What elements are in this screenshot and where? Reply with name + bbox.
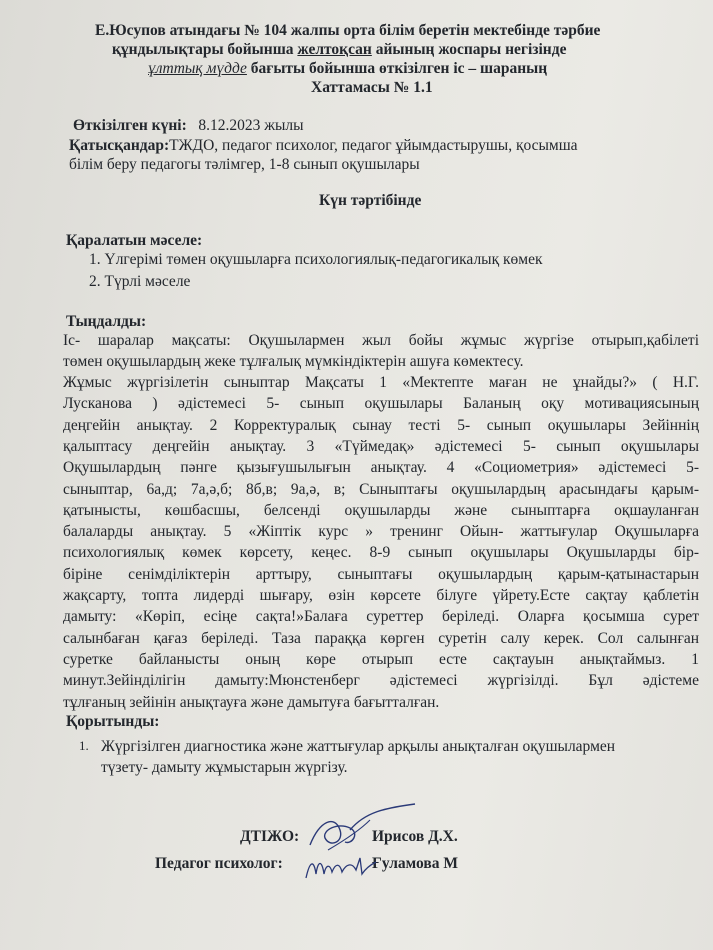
listened-line: қатынысты, көшбасшы, белсенді оқушыларды және сыныптарға оқшауланған bbox=[63, 501, 699, 519]
handwritten-signature-2 bbox=[300, 850, 380, 886]
header-month: желтоқсан bbox=[297, 41, 372, 58]
header-direction: ұлттық мүдде bbox=[148, 60, 247, 77]
listened-label: Тыңдалды: bbox=[66, 313, 147, 330]
listened-line: Оқушылардың пәнге қызығушылығын анықтау. 4 «Социометрия» әдістемесі 5- bbox=[63, 459, 699, 477]
agenda-item: 1. Үлгерімі төмен оқушыларға психологиялық-педагогикалық көмек bbox=[89, 251, 543, 268]
agenda-item: 2. Түрлі мәселе bbox=[89, 273, 191, 290]
listened-line: тұлғаның зейінін анықтауға және дамытуға бағытталған. bbox=[63, 693, 440, 711]
listened-line: балаларды анықтау. 5 «Жіптік курс » тренинг Ойын- жаттығулар Оқушыларға bbox=[63, 523, 699, 541]
conclusion-item-line-2: түзету- дамыту жұмыстарын жүргізу. bbox=[101, 759, 348, 776]
header-line-2-post: айының жоспары негізінде bbox=[371, 41, 567, 58]
signature-name: Ирисов Д.Х. bbox=[372, 828, 458, 845]
listened-line: салынбаған қағаз беріледі. Таза параққа көрген суретін салу керек. Сол салынған bbox=[63, 629, 699, 647]
conclusion-label: Қорытынды: bbox=[66, 713, 160, 730]
listened-line: дамыту: «Көріп, есіңе сақта!»Балаға суреттер беріледі. Оларға қосымша сурет bbox=[63, 608, 699, 626]
participants-row bbox=[69, 137, 578, 155]
listened-line: біріне сенімділіктерін арттыру, сыныптағы оқушылардың қарым-қатынастарын bbox=[63, 565, 699, 583]
participants-line-1: ТЖДО, педагог психолог, педагог ұйымдастырушы, қосымша bbox=[169, 137, 578, 154]
participants-line-2: білім беру педагогы тәлімгер, 1-8 сынып оқушылары bbox=[69, 156, 420, 173]
date-label: Өткізілген күні: bbox=[73, 117, 187, 134]
signature-name: Ғуламова М bbox=[372, 855, 459, 872]
listened-line: деңгейін анықтау. 2 Корректуралық сынау тесті 5- сынып оқушылары Зейіннің bbox=[63, 416, 699, 434]
listened-line: жақсарту, топта лидерді шығару, өзін көрсете білуге үйрету.Есте сақтау қаблетін bbox=[63, 587, 699, 604]
participants-label: Қатысқандар: bbox=[69, 137, 170, 154]
agenda-heading: Күн тәртібінде bbox=[319, 192, 422, 209]
listened-line: минут.Зейінділігін дамыту:Мюнстенберг әдістемесі жүргізілді. Бұл әдістеме bbox=[63, 672, 699, 690]
listened-line: сыныптар, 6а,д; 7а,ә,б; 8б,в; 9а,ә, в; Сыныптағы оқушылардың арасындағы қарым- bbox=[63, 480, 699, 498]
listened-line: Іс- шаралар мақсаты: Оқушылармен жыл бойы жұмыс жүргізе отырып,қабілеті bbox=[63, 332, 699, 349]
listened-line: қалыптасу деңгейін анықтау. 3 «Түймедақ» әдістемесі 5- сынып оқушылары bbox=[63, 437, 699, 455]
header-line-2 bbox=[112, 41, 566, 59]
listened-line: психологиялық көмек көрсету, кеңес. 8-9 сынып оқушылары Оқушыларды бір- bbox=[63, 544, 699, 562]
conclusion-item-number: 1. bbox=[79, 738, 89, 753]
signature-role: ДТІЖО: bbox=[240, 828, 300, 845]
date-value: 8.12.2023 жылы bbox=[198, 117, 304, 134]
listened-line: төмен оқушылардың жеке тұлғалық мүмкіндіктерін ашуға көмектесу. bbox=[63, 353, 524, 370]
listened-line: Жұмыс жүргізілетін сыныптар Мақсаты 1 «Мектепте маған не ұнайды?» ( Н.Г. bbox=[63, 374, 699, 391]
agenda-label: Қаралатын мәселе: bbox=[66, 232, 203, 249]
date-row bbox=[73, 117, 304, 135]
header-line-3-post: бағыты бойынша өткізілген іс – шараның bbox=[246, 60, 548, 77]
listened-line: Лусканова ) әдістемесі 5- сынып оқушылары Баланың оқу мотивациясының bbox=[63, 395, 699, 413]
signature-role: Педагог психолог: bbox=[155, 855, 283, 872]
header-line-3 bbox=[148, 60, 547, 78]
listened-line: суретке байланысты оның көре отырып есте сақтауын анықтаймыз. 1 bbox=[63, 650, 699, 668]
header-line-2-pre: құндылықтары бойынша bbox=[112, 41, 298, 58]
header-line-1: Е.Юсупов атындағы № 104 жалпы орта білім беретін мектебінде тәрбие bbox=[95, 22, 601, 39]
conclusion-item-line-1: Жүргізілген диагностика және жаттығулар арқылы анықталған оқушылармен bbox=[101, 738, 616, 755]
protocol-number: Хаттамасы № 1.1 bbox=[311, 79, 433, 96]
